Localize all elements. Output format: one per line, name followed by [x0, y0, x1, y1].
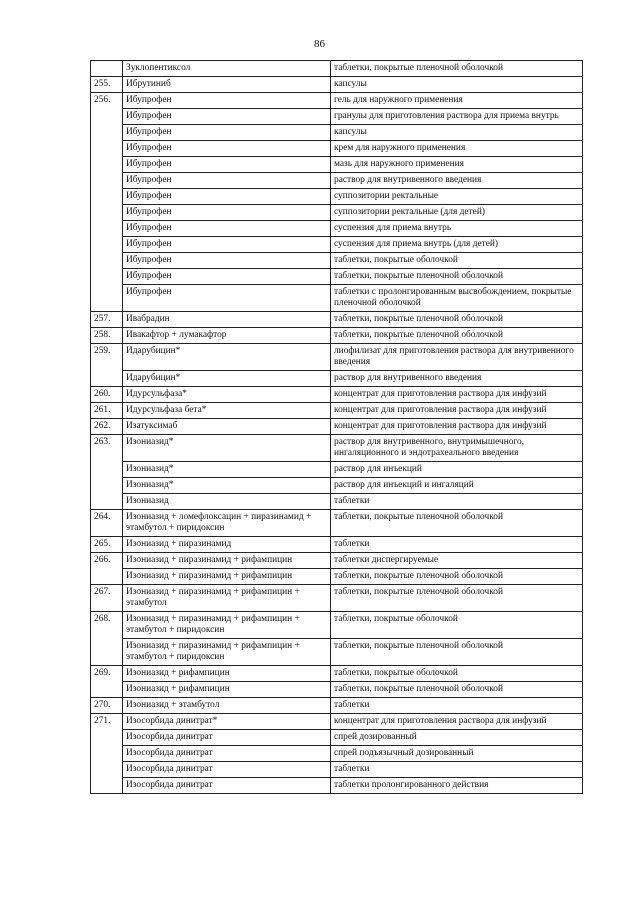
- drug-name: Ибупрофен: [123, 173, 331, 189]
- dosage-form: гель для наружного применения: [331, 93, 583, 109]
- row-number: [91, 478, 123, 494]
- dosage-form: концентрат для приготовления раствора для инфузий: [331, 419, 583, 435]
- dosage-form: таблетки, покрытые пленочной оболочкой: [331, 61, 583, 77]
- dosage-form: мазь для наружного применения: [331, 157, 583, 173]
- row-number: [91, 682, 123, 698]
- row-number: 262.: [91, 419, 123, 435]
- dosage-form: таблетки, покрытые оболочкой: [331, 253, 583, 269]
- table-row: [91, 698, 583, 714]
- table-row: [91, 237, 583, 253]
- row-number: [91, 189, 123, 205]
- drug-name: Изосорбида динитрат: [123, 778, 331, 794]
- dosage-form: таблетки диспергируемые: [331, 553, 583, 569]
- row-number: [91, 109, 123, 125]
- table-row: [91, 419, 583, 435]
- dosage-form: капсулы: [331, 77, 583, 93]
- table-row: [91, 435, 583, 462]
- row-number: [91, 762, 123, 778]
- dosage-form: таблетки: [331, 698, 583, 714]
- table-row: [91, 328, 583, 344]
- table-row: [91, 714, 583, 730]
- row-number: [91, 61, 123, 77]
- dosage-form: суспензия для приема внутрь (для детей): [331, 237, 583, 253]
- dosage-form: крем для наружного применения: [331, 141, 583, 157]
- drug-name: Ибупрофен: [123, 93, 331, 109]
- row-number: 266.: [91, 553, 123, 569]
- dosage-form: спрей дозированный: [331, 730, 583, 746]
- dosage-form: таблетки, покрытые пленочной оболочкой: [331, 312, 583, 328]
- drug-name: Ибупрофен: [123, 141, 331, 157]
- drug-name: Изониазид + рифампицин: [123, 682, 331, 698]
- drug-name: Изониазид*: [123, 462, 331, 478]
- table-row: [91, 730, 583, 746]
- drug-name: Изосорбида динитрат*: [123, 714, 331, 730]
- row-number: [91, 462, 123, 478]
- table-row: [91, 537, 583, 553]
- dosage-form: таблетки, покрытые пленочной оболочкой: [331, 639, 583, 666]
- table-row: [91, 61, 583, 77]
- table-row: [91, 205, 583, 221]
- table-row: [91, 612, 583, 639]
- table-row: [91, 510, 583, 537]
- table-row: [91, 403, 583, 419]
- row-number: 270.: [91, 698, 123, 714]
- drug-name: Изониазид + рифампицин: [123, 666, 331, 682]
- drug-name: Идарубицин*: [123, 344, 331, 371]
- drug-name: Зуклопентиксол: [123, 61, 331, 77]
- drug-name: Ивабрадин: [123, 312, 331, 328]
- drug-name: Ибупрофен: [123, 157, 331, 173]
- dosage-form: раствор для инъекций: [331, 462, 583, 478]
- row-number: [91, 173, 123, 189]
- drug-table-body: [91, 61, 583, 794]
- table-row: [91, 639, 583, 666]
- row-number: [91, 285, 123, 312]
- row-number: [91, 569, 123, 585]
- dosage-form: гранулы для приготовления раствора для приема внутрь: [331, 109, 583, 125]
- table-row: [91, 221, 583, 237]
- drug-name: Изониазид + пиразинамид + рифампицин + этамбутол: [123, 585, 331, 612]
- dosage-form: таблетки: [331, 762, 583, 778]
- dosage-form: лиофилизат для приготовления раствора для внутривенного введения: [331, 344, 583, 371]
- drug-name: Ибупрофен: [123, 125, 331, 141]
- table-row: [91, 109, 583, 125]
- row-number: [91, 253, 123, 269]
- drug-name: Изониазид*: [123, 478, 331, 494]
- row-number: [91, 269, 123, 285]
- row-number: 271.: [91, 714, 123, 730]
- dosage-form: таблетки пролонгированного действия: [331, 778, 583, 794]
- dosage-form: таблетки: [331, 494, 583, 510]
- table-row: [91, 553, 583, 569]
- row-number: [91, 746, 123, 762]
- table-row: [91, 585, 583, 612]
- dosage-form: концентрат для приготовления раствора для инфузий: [331, 403, 583, 419]
- drug-name: Ибупрофен: [123, 269, 331, 285]
- dosage-form: таблетки, покрытые пленочной оболочкой: [331, 328, 583, 344]
- table-row: [91, 173, 583, 189]
- dosage-form: таблетки, покрытые пленочной оболочкой: [331, 510, 583, 537]
- dosage-form: раствор для инъекций и ингаляций: [331, 478, 583, 494]
- table-row: [91, 77, 583, 93]
- row-number: 263.: [91, 435, 123, 462]
- row-number: 256.: [91, 93, 123, 109]
- row-number: [91, 205, 123, 221]
- dosage-form: капсулы: [331, 125, 583, 141]
- dosage-form: концентрат для приготовления раствора для инфузий: [331, 714, 583, 730]
- dosage-form: таблетки, покрытые пленочной оболочкой: [331, 569, 583, 585]
- drug-name: Ибрутиниб: [123, 77, 331, 93]
- row-number: [91, 141, 123, 157]
- table-row: [91, 141, 583, 157]
- dosage-form: таблетки, покрытые пленочной оболочкой: [331, 269, 583, 285]
- row-number: [91, 371, 123, 387]
- row-number: 269.: [91, 666, 123, 682]
- row-number: [91, 125, 123, 141]
- drug-name: Ибупрофен: [123, 221, 331, 237]
- dosage-form: спрей подъязычный дозированный: [331, 746, 583, 762]
- dosage-form: таблетки, покрытые оболочкой: [331, 612, 583, 639]
- dosage-form: суппозитории ректальные (для детей): [331, 205, 583, 221]
- table-row: [91, 189, 583, 205]
- row-number: [91, 494, 123, 510]
- row-number: [91, 157, 123, 173]
- drug-name: Ибупрофен: [123, 285, 331, 312]
- row-number: 267.: [91, 585, 123, 612]
- drug-name: Идурсульфаза бета*: [123, 403, 331, 419]
- dosage-form: раствор для внутривенного введения: [331, 371, 583, 387]
- dosage-form: таблетки, покрытые пленочной оболочкой: [331, 585, 583, 612]
- row-number: [91, 237, 123, 253]
- row-number: [91, 639, 123, 666]
- table-row: [91, 371, 583, 387]
- dosage-form: суппозитории ректальные: [331, 189, 583, 205]
- table-row: [91, 778, 583, 794]
- dosage-form: таблетки, покрытые оболочкой: [331, 666, 583, 682]
- dosage-form: концентрат для приготовления раствора для инфузий: [331, 387, 583, 403]
- drug-name: Ивакафтор + лумакафтор: [123, 328, 331, 344]
- drug-name: Ибупрофен: [123, 205, 331, 221]
- table-row: [91, 682, 583, 698]
- row-number: 268.: [91, 612, 123, 639]
- row-number: [91, 221, 123, 237]
- table-row: [91, 746, 583, 762]
- drug-name: Изониазид: [123, 494, 331, 510]
- row-number: 261.: [91, 403, 123, 419]
- row-number: 264.: [91, 510, 123, 537]
- drug-name: Изониазид + пиразинамид + рифампицин + этамбутол + пиридоксин: [123, 612, 331, 639]
- row-number: [91, 778, 123, 794]
- row-number: 260.: [91, 387, 123, 403]
- table-row: [91, 157, 583, 173]
- drug-name: Изосорбида динитрат: [123, 762, 331, 778]
- dosage-form: таблетки, покрытые пленочной оболочкой: [331, 682, 583, 698]
- drug-name: Изосорбида динитрат: [123, 730, 331, 746]
- row-number: [91, 730, 123, 746]
- drug-name: Ибупрофен: [123, 189, 331, 205]
- dosage-form: таблетки: [331, 537, 583, 553]
- drug-name: Изатуксимаб: [123, 419, 331, 435]
- table-row: [91, 666, 583, 682]
- row-number: 258.: [91, 328, 123, 344]
- drug-name: Идарубицин*: [123, 371, 331, 387]
- drug-name: Изосорбида динитрат: [123, 746, 331, 762]
- drug-name: Ибупрофен: [123, 253, 331, 269]
- drug-table: [90, 60, 583, 794]
- table-row: [91, 93, 583, 109]
- drug-name: Изониазид + этамбутол: [123, 698, 331, 714]
- dosage-form: раствор для внутривенного, внутримышечного, ингаляционного и эндотрахеального введения: [331, 435, 583, 462]
- table-row: [91, 462, 583, 478]
- drug-name: Изониазид + пиразинамид + рифампицин: [123, 553, 331, 569]
- table-row: [91, 253, 583, 269]
- table-row: [91, 285, 583, 312]
- dosage-form: таблетки с пролонгированным высвобождением, покрытые пленочной оболочкой: [331, 285, 583, 312]
- drug-name: Ибупрофен: [123, 237, 331, 253]
- table-row: [91, 312, 583, 328]
- table-row: [91, 569, 583, 585]
- drug-name: Изониазид + ломефлоксацин + пиразинамид + этамбутол + пиридоксин: [123, 510, 331, 537]
- dosage-form: суспензия для приема внутрь: [331, 221, 583, 237]
- drug-name: Ибупрофен: [123, 109, 331, 125]
- drug-name: Изониазид + пиразинамид: [123, 537, 331, 553]
- row-number: 255.: [91, 77, 123, 93]
- row-number: 265.: [91, 537, 123, 553]
- row-number: 257.: [91, 312, 123, 328]
- table-row: [91, 494, 583, 510]
- drug-name: Изониазид*: [123, 435, 331, 462]
- table-row: [91, 125, 583, 141]
- drug-name: Изониазид + пиразинамид + рифампицин: [123, 569, 331, 585]
- dosage-form: раствор для внутривенного введения: [331, 173, 583, 189]
- table-row: [91, 762, 583, 778]
- drug-name: Изониазид + пиразинамид + рифампицин + этамбутол + пиридоксин: [123, 639, 331, 666]
- page-number: 86: [314, 38, 325, 50]
- row-number: 259.: [91, 344, 123, 371]
- table-row: [91, 344, 583, 371]
- drug-name: Идурсульфаза*: [123, 387, 331, 403]
- table-row: [91, 387, 583, 403]
- table-row: [91, 269, 583, 285]
- table-row: [91, 478, 583, 494]
